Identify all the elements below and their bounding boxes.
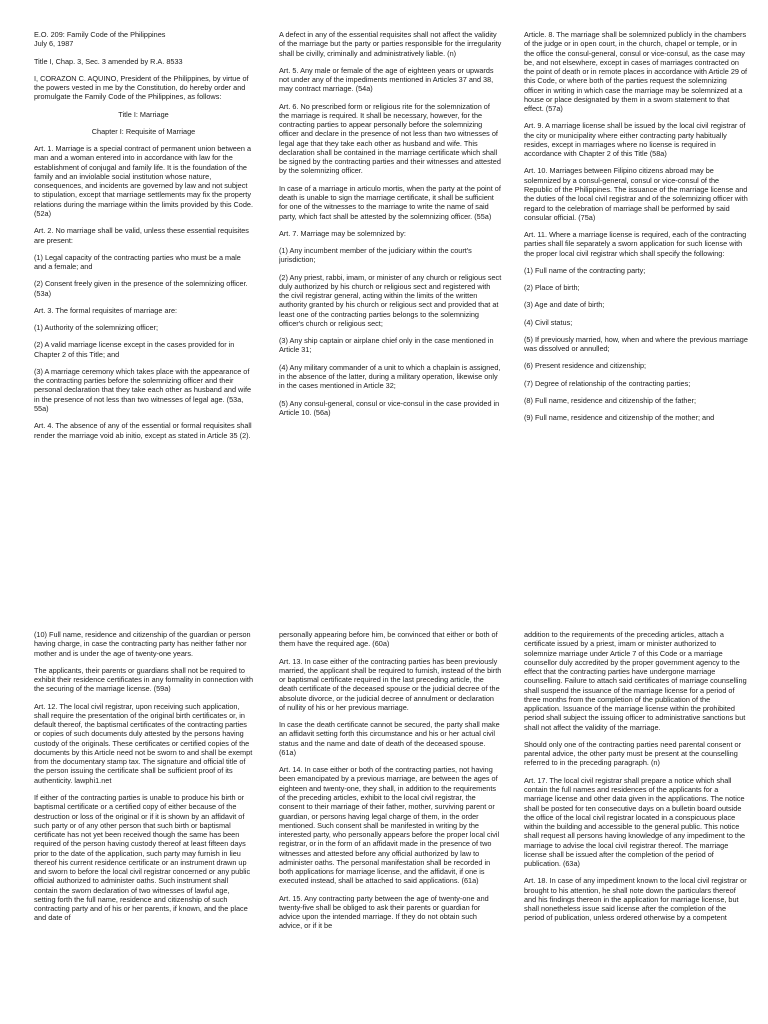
paragraph: personally appearing before him, be convinced that either or both of them have the required age. (60a) [279,630,498,649]
paragraph: (8) Full name, residence and citizenship of the father; [524,395,696,405]
paragraph: (3) Any ship captain or airplane chief only in the case mentioned in Article 31; [279,336,494,355]
paragraph: Should only one of the contracting parties need parental consent or parental advice, the other party must be present at the counselling referred to in the preceding paragraph. (n) [524,739,742,768]
paragraph: A defect in any of the essential requisites shall not affect the validity of the marriage but the party or parties responsible for the irregularity shall be civilly, criminally and administratively liable. (n) [279,30,502,58]
paragraph: (6) Present residence and citizenship; [524,361,647,371]
paragraph: I, CORAZON C. AQUINO, President of the Philippines, by virtue of the powers vested in me by the Constitution, do hereby order and promulgate the Family Code of the Philippines, as follows: [34,73,249,102]
paragraph: Article. 8. The marriage shall be solemnized publicly in the chambers of the judge or in open court, in the church, chapel or temple, or in the office the consul-general, consul or vice-consul, as the case may be, and not elsewhere, except in cases of marriages contracted on the point of death or in remote places in accordance with Article 29 of this Code, or where both of the parties request the solemnizing officer in writing in which case the marriage may be solemnized at a house or place designated by them in a sworn statement to that effect. (57a) [524,30,748,114]
text-column-3 [524,30,748,431]
paragraph: Art. 10. Marriages between Filipino citizens abroad may be solemnized by a consul-general, consul or vice-consul of the Republic of the Philippines. The issuance of the marriage license and the duties of the local civil registrar and of the solemnizing officer with regard to the celebration of marriage shall be performed by said consular official. (75a) [524,166,748,222]
paragraph: Art. 15. Any contracting party between the age of twenty-one and twenty-five shall be obliged to ask their parents or guardian for advice upon the intended marriage. If they do not obtain such advice, or if it be [279,893,489,931]
page-bottom-half [0,630,768,1024]
paragraph: (1) Legal capacity of the contracting parties who must be a male and a female; and [34,252,241,272]
paragraph: Art. 6. No prescribed form or religious rite for the solemnization of the marriage is required. It shall be necessary, however, for the contracting parties to appear personally before the solemnizing officer and declare in the presence of not less than two witnesses of legal age that they take each other as husband and wife. This declaration shall be contained in the marriage certificate which shall be signed by the contracting parties and their witnesses and attested by the solemnizing officer. [279,101,501,176]
paragraph: (1) Any incumbent member of the judiciary within the court's jurisdiction; [279,246,472,265]
paragraph: Art. 11. Where a marriage license is required, each of the contracting parties shall file separately a sworn application for such license with the proper local civil registrar which shall specify the following: [524,230,747,258]
paragraph: Art. 3. The formal requisites of marriage are: [34,305,178,315]
paragraph: Art. 7. Marriage may be solemnized by: [279,228,406,238]
paragraph: Title I, Chap. 3, Sec. 3 amended by R.A. 8533 [34,56,183,66]
paragraph: (4) Civil status; [524,317,573,327]
paragraph: (1) Full name of the contracting party; [524,265,646,275]
paragraph: (10) Full name, residence and citizenship of the guardian or person having charge, in case the contracting party has neither father nor mother and is under the age of twenty-one years. [34,630,251,658]
paragraph: (3) A marriage ceremony which takes place with the appearance of the contracting parties before the solemnizing officer and their personal declaration that they take each other as husband and wife in the presence of not less than two witnesses of legal age. (53a, 55a) [34,366,252,413]
paragraph: (3) Age and date of birth; [524,300,605,310]
paragraph: E.O. 209: Family Code of the Philippines July 6, 1987 [34,30,166,49]
paragraph: (2) Place of birth; [524,283,580,293]
text-column-1 [34,630,253,923]
paragraph: (1) Authority of the solemnizing officer; [34,323,158,333]
paragraph: (5) Any consul-general, consul or vice-consul in the case provided in Article 10. (56a) [279,398,500,417]
paragraph: In case the death certificate cannot be secured, the party shall make an affidavit setting forth this circumstance and his or her actual civil status and the name and date of death of the deceased spouse. (61a) [279,720,500,757]
paragraph: (2) Any priest, rabbi, imam, or minister of any church or religious sect duly authorized by his church or religious sect and registered with the civil registrar general, acting within the limits of the written authority granted by his church or religious sect and provided that at least one of the contracting parties belongs to the solemnizing officer's church or religious sect; [279,272,502,328]
paragraph: (5) If previously married, how, when and where the previous marriage was dissolved or annulled; [524,334,748,354]
paragraph: (2) A valid marriage license except in the cases provided for in Chapter 2 of this Title; and [34,340,235,359]
paragraph: Title I: Marriage [118,109,169,119]
paragraph: Art. 1. Marriage is a special contract of permanent union between a man and a woman entered into in accordance with law for the establishment of conjugal and family life. It is the foundation of the family and an inviolable social institution whose nature, consequences, and incidents are governed by law and not subject to stipulation, except that marriage settlements may fix the property relations during the marriage within the limits provided by this Code. (52a) [34,144,253,218]
paragraph: Art. 2. No marriage shall be valid, unless these essential requisites are present: [34,226,249,245]
page-top-half [0,30,768,575]
paragraph: (4) Any military commander of a unit to which a chaplain is assigned, in the absence of the latter, during a military operation, likewise only in the cases mentioned in Article 32; [279,362,501,391]
paragraph: In case of a marriage in articulo mortis, when the party at the point of death is unable to sign the marriage certificate, it shall be sufficient for one of the witnesses to the marriage to write the name of said party, which fact shall be attested by the solemnizing officer. (55a) [279,183,501,221]
paragraph: (2) Consent freely given in the presence of the solemnizing officer. (53a) [34,279,248,298]
text-column-2 [279,30,502,425]
paragraph: Art. 18. In case of any impediment known to the local civil registrar or brought to his attention, he shall note down the particulars thereof and his findings thereon in the application for marriage license, but shall nonetheless issue said license after the completion of the period of publication, unless ordered otherwise by a competent [524,876,747,923]
text-column-3 [524,630,748,923]
paragraph: Art. 5. Any male or female of the age of eighteen years or upwards not under any of the impediments mentioned in Articles 37 and 38, may contract marriage. (54a) [279,65,494,94]
paragraph: Art. 12. The local civil registrar, upon receiving such application, shall require the presentation of the original birth certificates or, in default thereof, the baptismal certificates of the contracting parties or copies of such documents duly attested by the persons having custody of the originals. These certificates or certified copies of the documents by this Article need not be sworn to and shall be exempt from the documentary stamp tax. The signature and official title of the person issuing the certificate shall be sufficient proof of its authenticity. lawphi1.net [34,701,253,785]
paragraph: (7) Degree of relationship of the contracting parties; [524,378,691,388]
text-column-2 [279,630,502,931]
paragraph: Art. 13. In case either of the contracting parties has been previously married, the applicant shall be required to furnish, instead of the birth or baptismal certificate required in the last preceding article, the death certificate of the deceased spouse or the judicial decree of the absolute divorce, or the judicial decree of annulment or declaration of nullity of his or her previous marriage. [279,656,502,712]
paragraph: Chapter I: Requisite of Marriage [91,126,196,136]
paragraph: If either of the contracting parties is unable to produce his birth or baptismal certificate or a certified copy of either because of the destruction or loss of the original or if it is shown by an affidavit of such party or of any other person that such birth or baptismal certificate has not yet been received though the same has been required of the person having custody thereof at least fifteen days prior to the date of the application, such party may furnish in lieu thereof his current residence certificate or an instrument drawn up and sworn to before the local civil registrar concerned or any public official authorized to administer oaths. Such instrument shall contain the sworn declaration of two witnesses of lawful age, setting forth the full name, residence and citizenship of such contracting party and of his or her parents, if known, and the place and date of [34,792,251,923]
paragraph: The applicants, their parents or guardians shall not be required to exhibit their residence certificates in any formality in connection with the securing of the marriage license. (59a) [34,665,253,694]
paragraph: Art. 17. The local civil registrar shall prepare a notice which shall contain the full names and residences of the applicants for a marriage license and other data given in the applications. The notice shall be posted for ten consecutive days on a bulletin board outside the office of the local civil registrar located in a conspicuous place within the building and accessible to the general public. This notice shall request all persons having knowledge of any impediment to the marriage to advise the local civil registrar thereof. The marriage license shall be issued after the completion of the period of publication. (63a) [524,775,746,869]
paragraph: addition to the requirements of the preceding articles, attach a certificate issued by a priest, imam or minister authorized to solemnize marriage under Article 7 of this Code or a marriage counsellor duly accredited by the proper government agency to the effect that the contracting parties have undergone marriage counselling. Failure to attach said certificates of marriage counselling shall suspend the issuance of the marriage license for a period of three months from the completion of the publication of the application. Issuance of the marriage license within the prohibited period shall subject the issuing officer to administrative sanctions but shall not affect the validity of the marriage. [524,630,747,732]
paragraph: (9) Full name, residence and citizenship of the mother; and [524,413,715,423]
paragraph: Art. 9. A marriage license shall be issued by the local civil registrar of the city or municipality where either contracting party habitually resides, except in marriages where no license is required in accordance with Chapter 2 of this Title (58a) [524,121,746,159]
paragraph: Art. 14. In case either or both of the contracting parties, not having been emancipated by a previous marriage, are between the ages of eighteen and twenty-one, they shall, in addition to the requirements of the preceding articles, exhibit to the local civil registrar, the consent to their marriage of their father, mother, surviving parent or guardian, or persons having legal charge of them, in the order mentioned. Such consent shall be manifested in writing by the interested party, who personally appears before the proper local civil registrar, or in the form of an affidavit made in the presence of two witnesses and attested before any official authorized by law to administer oaths. The personal manifestation shall be recorded in both applications for marriage license, and the affidavit, if one is executed instead, shall be attached to said applications. (61a) [279,765,500,886]
text-column-1 [34,30,253,448]
paragraph: Art. 4. The absence of any of the essential or formal requisites shall render the marriage void ab initio, except as stated in Article 35 (2). [34,421,252,440]
